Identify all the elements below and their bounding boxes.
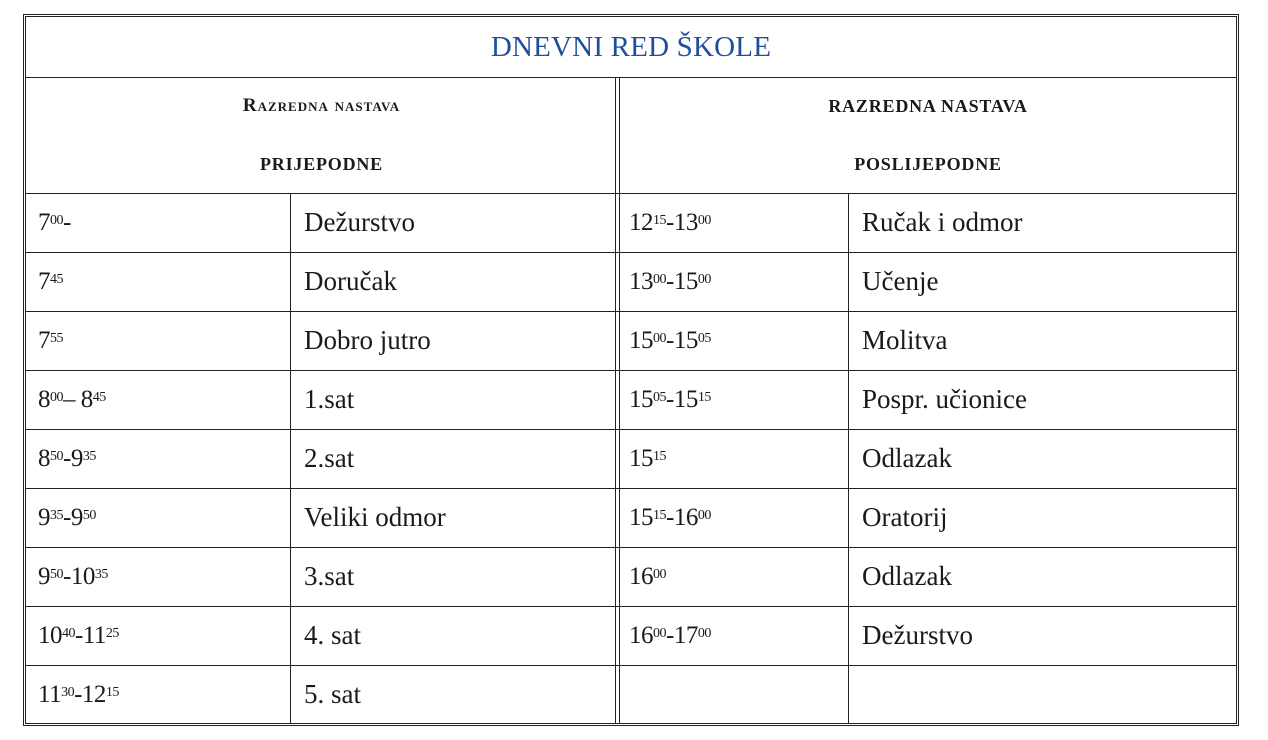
right-activity-cell: Pospr. učionice	[862, 384, 1027, 414]
left-time-cell: 11 $^{30}$ -12 $^{15}$	[38, 680, 119, 708]
left-time-cell: 9 $^{50}$ -10 $^{35}$	[38, 562, 108, 590]
left-activity-cell: 2.sat	[304, 443, 355, 473]
center-divider	[615, 77, 620, 724]
left-time-cell: 7 $^{00}$ -	[38, 208, 71, 236]
right-time-cell: 15 $^{15}$	[629, 444, 666, 472]
right-heading-1: RAZREDNA NASTAVA	[828, 95, 1028, 116]
column-divider	[848, 193, 849, 724]
right-time-cell: 12 $^{15}$ -13 $^{00}$	[629, 208, 711, 236]
left-time-cell: 8 $^{00}$ – 8 $^{45}$	[38, 385, 106, 413]
left-time-cell: 9 $^{35}$ -9 $^{50}$	[38, 503, 96, 531]
right-heading-2: POSLIJEPODNE	[854, 153, 1002, 174]
left-activity-cell: Dobro jutro	[304, 325, 431, 355]
right-activity-cell: Ručak i odmor	[862, 207, 1023, 237]
right-activity-cell: Odlazak	[862, 443, 952, 473]
left-time-cell: 7 $^{55}$	[38, 326, 63, 354]
right-activity-cell: Oratorij	[862, 502, 948, 532]
right-activity-cell: Odlazak	[862, 561, 952, 591]
right-activity-cell: Molitva	[862, 325, 948, 355]
left-activity-cell: Dežurstvo	[304, 207, 415, 237]
left-heading-2: PRIJEPODNE	[259, 153, 383, 174]
right-time-cell: 15 $^{05}$ -15 $^{15}$	[629, 385, 711, 413]
schedule-table	[23, 14, 1239, 726]
left-activity-cell: Doručak	[304, 266, 397, 296]
right-time-cell: 16 $^{00}$ -17 $^{00}$	[629, 621, 711, 649]
left-activity-cell: 5. sat	[304, 679, 361, 709]
left-activity-cell: Veliki odmor	[304, 502, 446, 532]
left-time-cell: 10 $^{40}$ -11 $^{25}$	[38, 621, 119, 649]
right-activity-cell	[862, 665, 1232, 724]
left-activity-cell: 3.sat	[304, 561, 355, 591]
right-time-cell: 15 $^{00}$ -15 $^{05}$	[629, 326, 711, 354]
right-activity-cell: Učenje	[862, 266, 939, 296]
divider-line	[26, 77, 1236, 78]
right-activity-cell: Dežurstvo	[862, 620, 973, 650]
left-activity-cell: 1.sat	[304, 384, 355, 414]
left-section-header	[26, 77, 617, 193]
right-section-header	[620, 77, 1236, 193]
right-time-cell: 13 $^{00}$ -15 $^{00}$	[629, 267, 711, 295]
left-activity-cell: 4. sat	[304, 620, 361, 650]
left-time-cell: 8 $^{50}$ -9 $^{35}$	[38, 444, 96, 472]
left-time-cell: 7 $^{45}$	[38, 267, 63, 295]
table-title: DNEVNI RED ŠKOLE	[490, 30, 772, 63]
right-time-cell: 16 $^{00}$	[629, 562, 666, 590]
column-divider	[290, 193, 291, 724]
right-time-cell: 15 $^{15}$ -16 $^{00}$	[629, 503, 711, 531]
right-time-cell	[629, 665, 844, 724]
left-heading-1: Razredna nastava	[242, 95, 401, 116]
